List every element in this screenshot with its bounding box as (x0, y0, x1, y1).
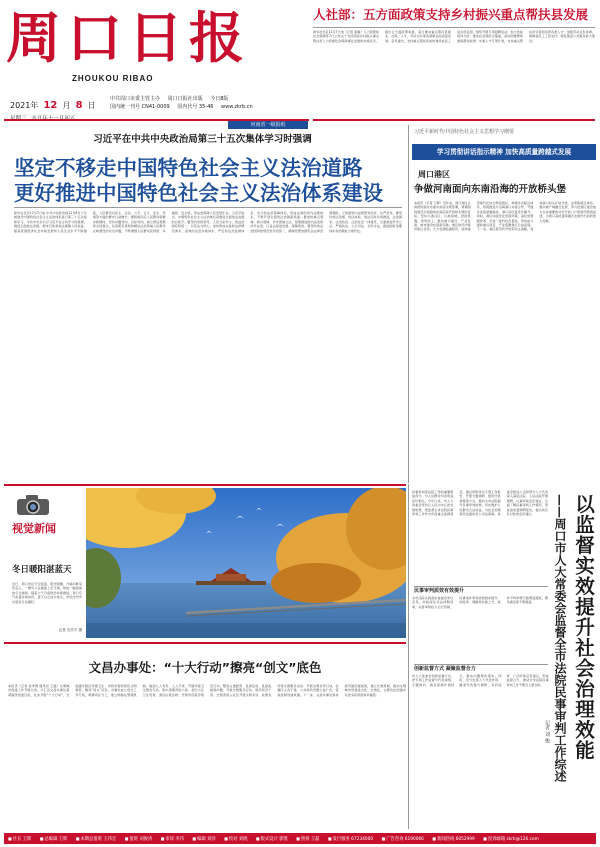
info-item: 国内统一刊号 CN41-0009 (110, 104, 170, 110)
publication-info (110, 95, 310, 117)
info-item: 中共周口市委主管主办 (110, 96, 161, 102)
right-feature-intro: 民事审判是法院工作的重要组成部分，与人民群众切身利益密切相关。今年以来，市人大常委会坚持以人民为中心的发展思想，把监督全市法院民事审判工作作为年度重点监督项目，通过听取审议专项工作报告、开展专题调研、组织代表视察等方式，推动全市法院提升民事审判质效，切实维护人民群众合法权益，为社会治理现代化提供有力司法保障。常委会组成人员和部分人大代表深入基层法院、人民法庭开展调研，认真听取意见建议，全面了解民事审判工作情况，形成高质量调研报告，提出具有针对性的意见建议。 (412, 490, 548, 517)
info-item: 国内代号 35-46 (177, 104, 214, 110)
bottom-article-rule (4, 642, 406, 644)
vertical-headline: 以监督实效提升社会治理效能 (572, 494, 595, 761)
main-headline-line1: 坚定不移走中国特色社会主义法治道路 (14, 156, 363, 180)
visual-news-title: 视觉新闻 (12, 522, 56, 535)
column-divider (408, 125, 409, 483)
right-bottom-divider (408, 484, 409, 829)
banner-bottom-rule (313, 119, 595, 121)
banner-rule (313, 27, 595, 28)
camera-icon (16, 494, 50, 516)
day: 8 (75, 100, 83, 111)
footer-item[interactable]: ■ 投诉邮箱 zkrb@126.com (483, 833, 539, 844)
box2-title: 创新监督方式 凝聚监督合力 (414, 664, 548, 673)
bottom-article-headline: 文昌办事处：“十大行动”擦亮“创文”底色 (88, 660, 322, 675)
website-url[interactable]: www.zkrb.cn (221, 104, 253, 110)
year-label: 2021年 (10, 101, 39, 110)
box1-title: 民事审判质效有效提升 (414, 586, 548, 595)
info-line-2 (110, 103, 310, 111)
footer-item: ■ 审读 李伟 (161, 833, 184, 844)
banner-headline: 人社部：五方面政策支持乡村振兴重点帮扶县发展 (313, 7, 589, 22)
footer-item: ■ 版式设计 郭凯 (256, 833, 288, 844)
footer-item: ■ 照排 王磊 (296, 833, 319, 844)
edition-tag: 河南省一级报纸 (228, 121, 308, 129)
footer-item: ■ 值班 刘俊涛 (125, 833, 153, 844)
footer-item: ■ 本期总值班 王伟宏 (76, 833, 117, 844)
kicker: 习近平在中共中央政治局第三十五次集体学习时强调 (93, 134, 312, 145)
info-line-1 (110, 95, 310, 103)
banner-article-body: 新华社北京12月7日电（记者 姜琳）人力资源和社会保障部7日公布关于支持国家乡村振兴重点帮扶县人力资源社会保障事业发展的实施意见，提出五方面政策举措，着力推动重点帮扶县就业、社保、人才、劳动关系等各项事业高质量发展。意见提出，支持重点帮扶县加快建设农民工返乡创业园，组织开展专项招聘活动，加大技能培训力度；推动社会保险全覆盖，落实困难群体参保帮扶政策；实施人才专项计划，支持重点帮扶县引进和培养各类人才；加强劳动关系协调，保障农民工工资支付；强化基层公共服务能力建设。 (313, 30, 595, 43)
photo-caption: 近日，周口市区天空湛蓝，阳光明媚，沙颍河畔景色宜人，一群鸟儿在湖面上空飞翔，构成一幅美丽的冬日画卷。随着大气污染防治持续推进，周口空气质量持续向好，蓝天白云成为常态，市民纷纷外出感受冬日暖阳。 (12, 582, 82, 604)
newspaper-title: 周口日报 (6, 5, 251, 70)
main-headline-line2: 更好推进中国特色社会主义法治体系建设 (14, 181, 383, 205)
footer-item: ■ 编辑 刘洋 (192, 833, 215, 844)
vertical-byline: 记者 刘 俊 (544, 720, 550, 744)
right-top-label: 习近平新时代中国特色社会主义思想学习纲要 (414, 129, 515, 135)
footer-item: ■ 广告咨询 6190066 (381, 833, 423, 844)
month-label: 月 (62, 101, 71, 110)
port-subtitle: 周口港区 (418, 170, 450, 179)
feature-photo (86, 488, 406, 638)
footer-item: ■ 发行服务 67234000 (328, 833, 373, 844)
month: 12 (43, 100, 58, 111)
port-headline: 争做河南面向东南沿海的开放桥头堡 (414, 184, 567, 195)
box1-body: 全市法院认真落实常委会审议意见，持续深化司法体制改革，完善审判权力运行机制，民事案件审判质效稳步提升。结案率、调撤率持续上升，案件平均审理天数明显缩短，群众满意度不断提高。 (412, 596, 548, 609)
footer-item: ■ 校对 刘晓 (224, 833, 247, 844)
bottom-article-body: 本报讯（记者 孙孝明 通讯员 王磊）文明城市创建工作开展以来，川汇区文昌办事处紧紧围绕创建目标，扎实开展“十大行动”，全面提升辖区环境卫生、市容市貌和居民文明素养，擦亮“创文”底色。办事处成立创文工作专班，明确责任分工，建立网格化管理机制，做到人人有责、人人尽责。开展环境卫生整治行动，集中清理背街小巷、老旧小区卫生死角，清运垃圾杂物；开展市容秩序规范行动，整治占道经营、乱停乱放、乱贴乱画等问题；开展志愿服务行动，组织党员干部、志愿者深入社区开展文明劝导、政策宣传等志愿服务活动；开展文明宣传行动，在辖区主次干道、公共场所设置公益广告，营造浓厚创建氛围。下一步，文昌办事处将持续巩固创建成果，建立长效机制，推动文明城市创建常态化、长效化，让群众在创建中有更多获得感和幸福感。 (8, 684, 406, 697)
footer-item: ■ 总编辑 王辉 (40, 833, 68, 844)
photo-top-rule (4, 484, 406, 486)
vertical-subhead: ——周口市人大常委会监督全市法院民事审判工作综述 (553, 494, 567, 782)
date-block (10, 93, 105, 119)
footer-bar (4, 833, 596, 844)
newspaper-pinyin: ZHOUKOU RIBAO (72, 74, 154, 83)
info-item: 今日8版 (210, 96, 229, 102)
photo-credit: 记者 沈安平 摄 (58, 628, 82, 632)
box2-body: 市人大常委会创新监督方式，把专项工作监督与代表视察、专题询问、满意度测评相结合，推动问题整改落实。同时，充分发挥人大代表作用，邀请代表参与调研、旁听庭审，广泛听取意见建议，形成监督合力，推动全市法院民事审判工作不断迈上新台阶。 (412, 674, 549, 687)
port-article-body: 本报讯（记者 王辉）近年来，周口港区认真贯彻落实市委市政府决策部署，紧紧围绕建设河南面向东南沿海开放桥头堡的目标，坚持以港兴区、以港促城，抢抓机遇，乘势而上，推动港口建设、产业发展、城市建设实现新突破。港区依托沙颍河航运优势，大力发展临港经济，加快建设现代化综合物流园区，构建多式联运体系，积极推进与沿海港口对接合作，开通多条集装箱航线，港口吞吐量连年攀升。同时，港区持续优化营商环境，深化放管服改革，引进一批科技含量高、带动能力强的重点项目，产业集聚效应日益显现。下一步，港区将坚持开放带动主战略，加快港口码头扩能升级，完善集疏运体系，推动港产城融合发展，努力把港区建设成为全省重要的对外开放门户和现代物流枢纽，为周口高质量跨越式发展作出新的更大贡献。 (414, 201, 596, 232)
headline-rule (14, 207, 402, 208)
info-item: 周口日报社出版 (167, 96, 203, 102)
photo-sidebar (8, 492, 84, 642)
promo-banner: 学习贯彻讲话指示精神 加快高质量跨越式发展 (412, 144, 596, 160)
footer-item: ■ 新闻热线 6052999 (432, 833, 474, 844)
main-article-body: 新华社北京12月7日电 中共中央政治局12月6日下午就建设中国特色社会主义法治体系进行第三十五次集体学习。中共中央总书记习近平在主持学习时强调，推进全面依法治国，根本目的是依法保障人民权益。随着我国经济社会持续发展和人民生活水平不断提高，人民群众对民主、法治、公平、正义、安全、环境等方面的要求日益增长，要积极回应人民群众新要求新期待，坚持问题导向、目标导向，树立辩证思维和全局观念，系统研究谋划和解决法治领域人民群众反映强烈的突出问题，不断增强人民群众获得感、幸福感、安全感，用法治保障人民安居乐业。习近平指出，中国特色社会主义法治体系是推进全面依法治国的总抓手。要坚持党的领导、人民当家作主、依法治国有机统一，以宪法为核心，加快形成完备的法律规范体系、高效的法治实施体系、严密的法治监督体系、有力的法治保障体系，形成完善的党内法规体系，不断开创全面依法治国新局面。要加快重点领域、新兴领域、涉外领域立法，统筹推进国内法治和涉外法治，以良法促进发展、保障善治。要坚持依法治国和依规治党有机统一，确保党既依据宪法法律治国理政，又依据党内法规管党治党、从严治党。要坚持依法治国、依法执政、依法行政共同推进，法治国家、法治政府、法治社会一体建设，全面推进科学立法、严格执法、公正司法、全民守法，推进国家治理体系和治理能力现代化。 (14, 211, 402, 233)
day-label: 日 (87, 101, 96, 110)
footer-item: ■ 社长 王辉 (8, 833, 31, 844)
photo-title: 冬日暖阳湛蓝天 (12, 565, 72, 575)
